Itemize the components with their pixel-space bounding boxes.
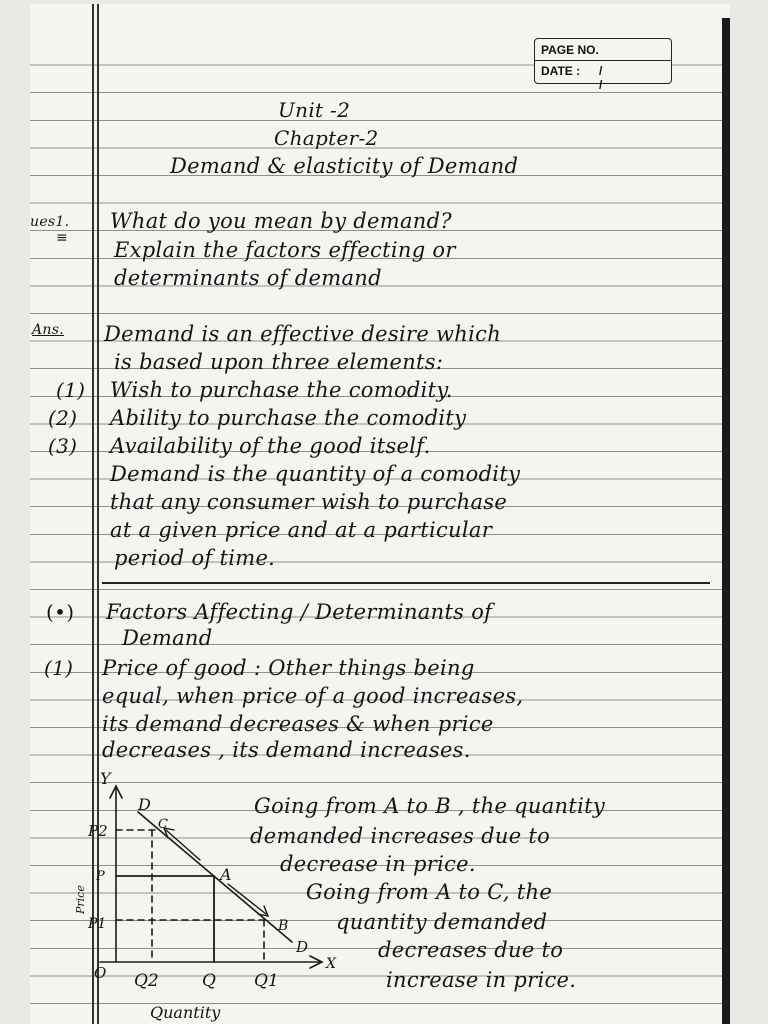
quantity-label-q1: Q1 — [254, 971, 279, 991]
definition-line-2: that any consumer wish to purchase — [110, 490, 508, 514]
factor-1-line-1: Price of good : Other things being — [102, 656, 475, 680]
point-a-label: A — [220, 865, 232, 884]
price-label-p1: P1 — [88, 916, 107, 932]
element-1-number: (1) — [56, 378, 86, 402]
graph-note-1: Going from A to B , the quantity — [254, 794, 606, 818]
element-2-number: (2) — [48, 406, 78, 430]
y-axis-title: Price — [74, 885, 87, 914]
quantity-label-q: Q — [202, 971, 216, 991]
x-axis-label: X — [326, 956, 336, 972]
answer-intro-2: is based upon three elements: — [114, 350, 444, 374]
graph-note-6: decreases due to — [378, 938, 564, 962]
element-1-text: Wish to purchase the comodity. — [110, 378, 453, 402]
graph-note-5: quantity demanded — [336, 910, 548, 934]
date-label: DATE : — [541, 64, 581, 78]
arrow-a-to-c — [166, 830, 200, 860]
chapter-title: Demand & elasticity of Demand — [170, 154, 519, 178]
point-c-label: C — [158, 817, 168, 832]
factors-title-2: Demand — [122, 626, 213, 650]
quantity-label-q2: Q2 — [134, 971, 159, 991]
date-separators: / / — [599, 64, 633, 92]
answer-intro-1: Demand is an effective desire which — [104, 322, 502, 346]
unit-heading: Unit -2 — [278, 98, 351, 122]
graph-note-4: Going from A to C, the — [306, 880, 553, 904]
element-3-text: Availability of the good itself. — [110, 434, 431, 458]
question-mark-arrows: ≡ — [56, 230, 69, 246]
factor-1-line-3: its demand decreases & when price — [102, 712, 494, 736]
origin-label: O — [94, 964, 107, 982]
demand-label-bottom: D — [296, 938, 309, 956]
arrow-a-to-b — [228, 884, 266, 914]
notebook-page — [30, 4, 730, 1024]
question-label: ues1. — [30, 214, 70, 230]
graph-note-3: decrease in price. — [280, 852, 476, 876]
definition-line-4: period of time. — [114, 546, 276, 570]
factors-title-1: Factors Affecting / Determinants of — [106, 600, 493, 624]
graph-note-2: demanded increases due to — [250, 824, 551, 848]
question-line-2: Explain the factors effecting or — [114, 238, 456, 262]
factor-1-number: (1) — [44, 656, 74, 680]
demand-label-top: D — [138, 795, 151, 814]
graph-note-7: increase in price. — [386, 968, 577, 992]
page-no-label: PAGE NO. — [541, 43, 599, 57]
chapter-heading: Chapter-2 — [274, 126, 379, 150]
factor-1-line-4: decreases , its demand increases. — [102, 738, 471, 762]
question-line-1: What do you mean by demand? — [110, 209, 452, 233]
element-2-text: Ability to purchase the comodity — [110, 406, 467, 430]
price-label-p2: P2 — [88, 822, 108, 840]
point-b-label: B — [278, 918, 289, 934]
x-axis-title: Quantity — [150, 1003, 221, 1022]
question-line-3: determinants of demand — [114, 266, 382, 290]
definition-line-1: Demand is the quantity of a comodity — [110, 462, 521, 486]
answer-label: Ans. — [32, 322, 64, 338]
y-axis-label: Y — [100, 769, 111, 788]
definition-line-3: at a given price and at a particular — [110, 518, 493, 542]
element-3-number: (3) — [48, 434, 78, 458]
price-label-p: P — [96, 869, 105, 884]
factor-1-line-2: equal, when price of a good increases, — [102, 684, 524, 708]
factors-bullet: (•) — [46, 600, 75, 624]
demand-curve-graph — [30, 4, 730, 1024]
